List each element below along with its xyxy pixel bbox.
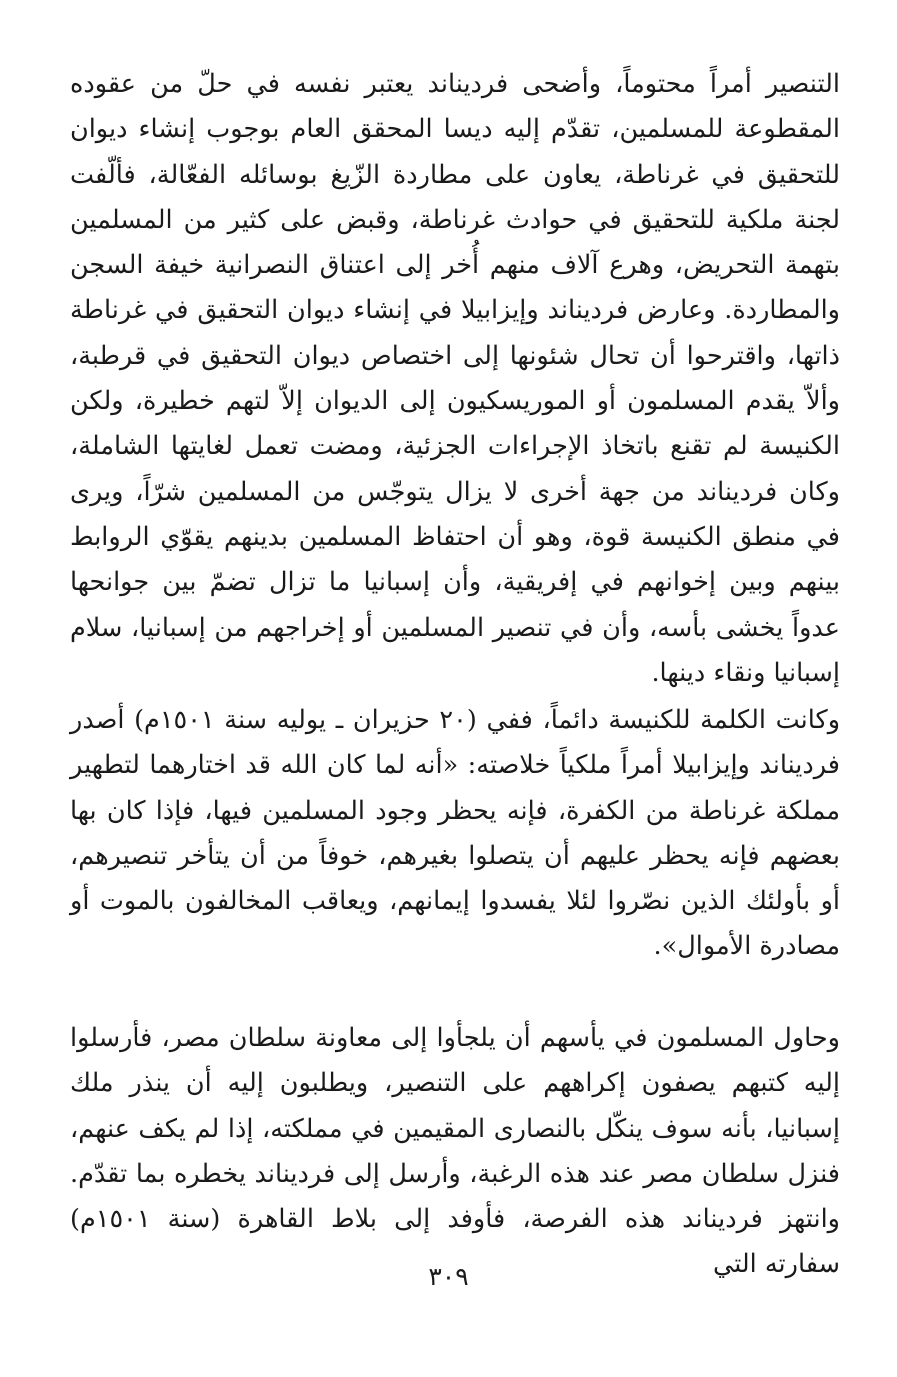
paragraph-1: التنصير أمراً محتوماً، وأضحى فرديناند يعتبر نفسه في حلّ من عقوده المقطوعة للمسلمين، تقدّم إليه ديسا المحقق العام بوجوب إنشاء ديوان للتحقيق في غرناطة، يعاون على مطاردة الزّيغ بوسائله الفعّالة، فألّفت لجنة ملكية للتحقيق في حوادث غرناطة، وقبض على كثير من المسلمين بتهمة التحريض، وهرع آلاف منهم أُخر إلى اعتناق النصرانية خيفة السجن والمطاردة. وعارض فرديناند وإيزابيلا في إنشاء ديوان التحقيق في غرناطة ذاتها، واقترحوا أن تحال شئونها إلى اختصاص ديوان التحقيق في قرطبة، وألاّ يقدم المسلمون أو الموريسكيون إلى الديوان إلاّ لتهم خطيرة، ولكن الكنيسة لم تقنع باتخاذ الإجراءات الجزئية، ومضت تعمل لغايتها الشاملة، وكان فرديناند من جهة أخرى لا يزال يتوجّس من المسلمين شرّاً، ويرى في منطق الكنيسة قوة، وهو أن احتفاظ المسلمين بدينهم يقوّي الروابط بينهم وبين إخوانهم في إفريقية، وأن إسبانيا ما تزال تضمّ بين جوانحها عدواً يخشى بأسه، وأن في تنصير المسلمين أو إخراجهم من إسبانيا، سلام إسبانيا ونقاء دينها.: [70, 69, 840, 688]
page-number: ٣٠٩: [428, 1262, 469, 1291]
paragraph-2: وكانت الكلمة للكنيسة دائماً، ففي (٢٠ حزيران ـ يوليه سنة ١٥٠١م) أصدر فرديناند وإيزابيلا أمراً ملكياً خلاصته: «أنه لما كان الله قد اختارهما لتطهير مملكة غرناطة من الكفرة، فإنه يحظر وجود المسلمين فيها، فإذا كان بها بعضهم فإنه يحظر عليهم أن يتصلوا بغيرهم، خوفاً من أن يتأخر تنصيرهم، أو بأولئك الذين نصّروا لئلا يفسدوا إيمانهم، ويعاقب المخالفون بالموت أو مصادرة الأموال».: [70, 705, 841, 962]
paragraph-3: وحاول المسلمون في يأسهم أن يلجأوا إلى معاونة سلطان مصر، فأرسلوا إليه كتبهم يصفون إكراههم على التنصير، ويطلبون إليه أن ينذر ملك إسبانيا، بأنه سوف ينكّل بالنصارى المقيمين في مملكته، إذا لم يكف عنهم، فنزل سلطان مصر عند هذه الرغبة، وأرسل إلى فرديناند يخطره بما تقدّم. وانتهز فرديناند هذه الفرصة، فأوفد إلى بلاط القاهرة (سنة ١٥٠١م) سفارته التي: [70, 1023, 840, 1280]
